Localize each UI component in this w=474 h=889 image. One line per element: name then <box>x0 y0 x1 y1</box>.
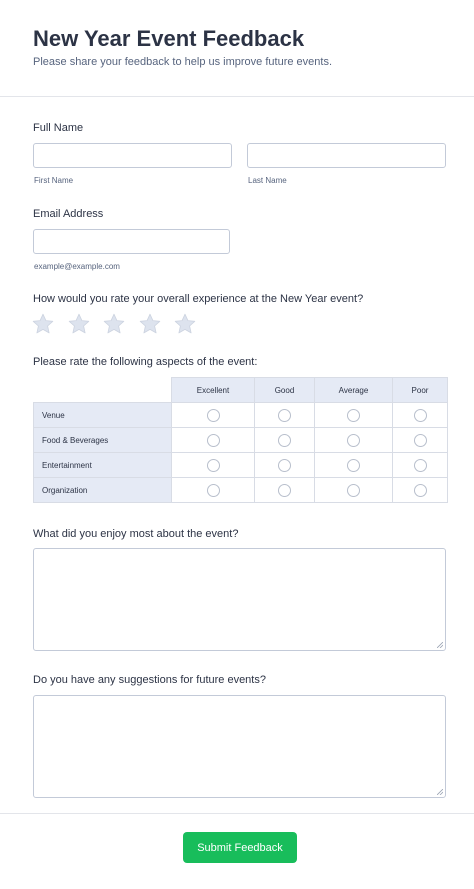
enjoy-textarea[interactable] <box>33 548 446 651</box>
form-header <box>0 0 474 97</box>
matrix-corner <box>34 378 172 403</box>
suggestions-question: Do you have any suggestions for future events? <box>33 674 266 686</box>
radio-button[interactable] <box>207 484 220 497</box>
rating-question: How would you rate your overall experience at the New Year event? <box>33 293 364 305</box>
radio-button[interactable] <box>414 409 427 422</box>
matrix-col-good: Good <box>255 378 315 403</box>
matrix-row-label: Food & Beverages <box>34 428 172 453</box>
radio-button[interactable] <box>278 409 291 422</box>
matrix-cell <box>393 403 448 428</box>
table-row <box>34 453 448 478</box>
radio-button[interactable] <box>207 409 220 422</box>
matrix-cell <box>315 428 393 453</box>
star-icon[interactable] <box>138 312 162 336</box>
radio-button[interactable] <box>207 434 220 447</box>
matrix-cell <box>315 478 393 503</box>
star-icon[interactable] <box>102 312 126 336</box>
matrix-cell <box>255 403 315 428</box>
matrix-cell <box>172 428 255 453</box>
enjoy-question: What did you enjoy most about the event? <box>33 528 239 540</box>
matrix-cell <box>255 453 315 478</box>
radio-button[interactable] <box>278 459 291 472</box>
rating-matrix <box>33 377 448 503</box>
matrix-question: Please rate the following aspects of the event: <box>33 356 258 368</box>
email-sublabel: example@example.com <box>34 262 120 271</box>
radio-button[interactable] <box>347 484 360 497</box>
star-icon[interactable] <box>67 312 91 336</box>
matrix-col-poor: Poor <box>393 378 448 403</box>
resize-grip-icon[interactable] <box>437 789 443 795</box>
first-name-sublabel: First Name <box>34 176 74 185</box>
radio-button[interactable] <box>347 434 360 447</box>
matrix-row-label: Venue <box>34 403 172 428</box>
matrix-cell <box>255 428 315 453</box>
table-row <box>34 403 448 428</box>
full-name-label: Full Name <box>33 122 84 134</box>
matrix-cell <box>393 428 448 453</box>
suggestions-textarea[interactable] <box>33 695 446 798</box>
radio-button[interactable] <box>278 484 291 497</box>
form-subtitle: Please share your feedback to help us improve future events. <box>33 56 333 68</box>
radio-button[interactable] <box>278 434 291 447</box>
matrix-col-excellent: Excellent <box>172 378 255 403</box>
matrix-cell <box>172 478 255 503</box>
matrix-row-label: Entertainment <box>34 453 172 478</box>
matrix-cell <box>172 453 255 478</box>
table-row <box>34 428 448 453</box>
matrix-cell <box>172 403 255 428</box>
first-name-input[interactable] <box>33 143 232 168</box>
matrix-cell <box>315 453 393 478</box>
last-name-sublabel: Last Name <box>248 176 287 185</box>
form-title: New Year Event Feedback <box>33 26 305 51</box>
matrix-cell <box>255 478 315 503</box>
star-icon[interactable] <box>31 312 55 336</box>
radio-button[interactable] <box>414 484 427 497</box>
radio-button[interactable] <box>414 459 427 472</box>
table-row <box>34 478 448 503</box>
radio-button[interactable] <box>347 409 360 422</box>
email-label: Email Address <box>33 208 104 220</box>
matrix-cell <box>315 403 393 428</box>
matrix-row-label: Organization <box>34 478 172 503</box>
radio-button[interactable] <box>207 459 220 472</box>
last-name-input[interactable] <box>247 143 446 168</box>
radio-button[interactable] <box>414 434 427 447</box>
submit-feedback-button[interactable]: Submit Feedback <box>183 832 297 863</box>
matrix-col-average: Average <box>315 378 393 403</box>
resize-grip-icon[interactable] <box>437 642 443 648</box>
star-icon[interactable] <box>173 312 197 336</box>
radio-button[interactable] <box>347 459 360 472</box>
matrix-cell <box>393 453 448 478</box>
matrix-cell <box>393 478 448 503</box>
email-input[interactable] <box>33 229 230 254</box>
